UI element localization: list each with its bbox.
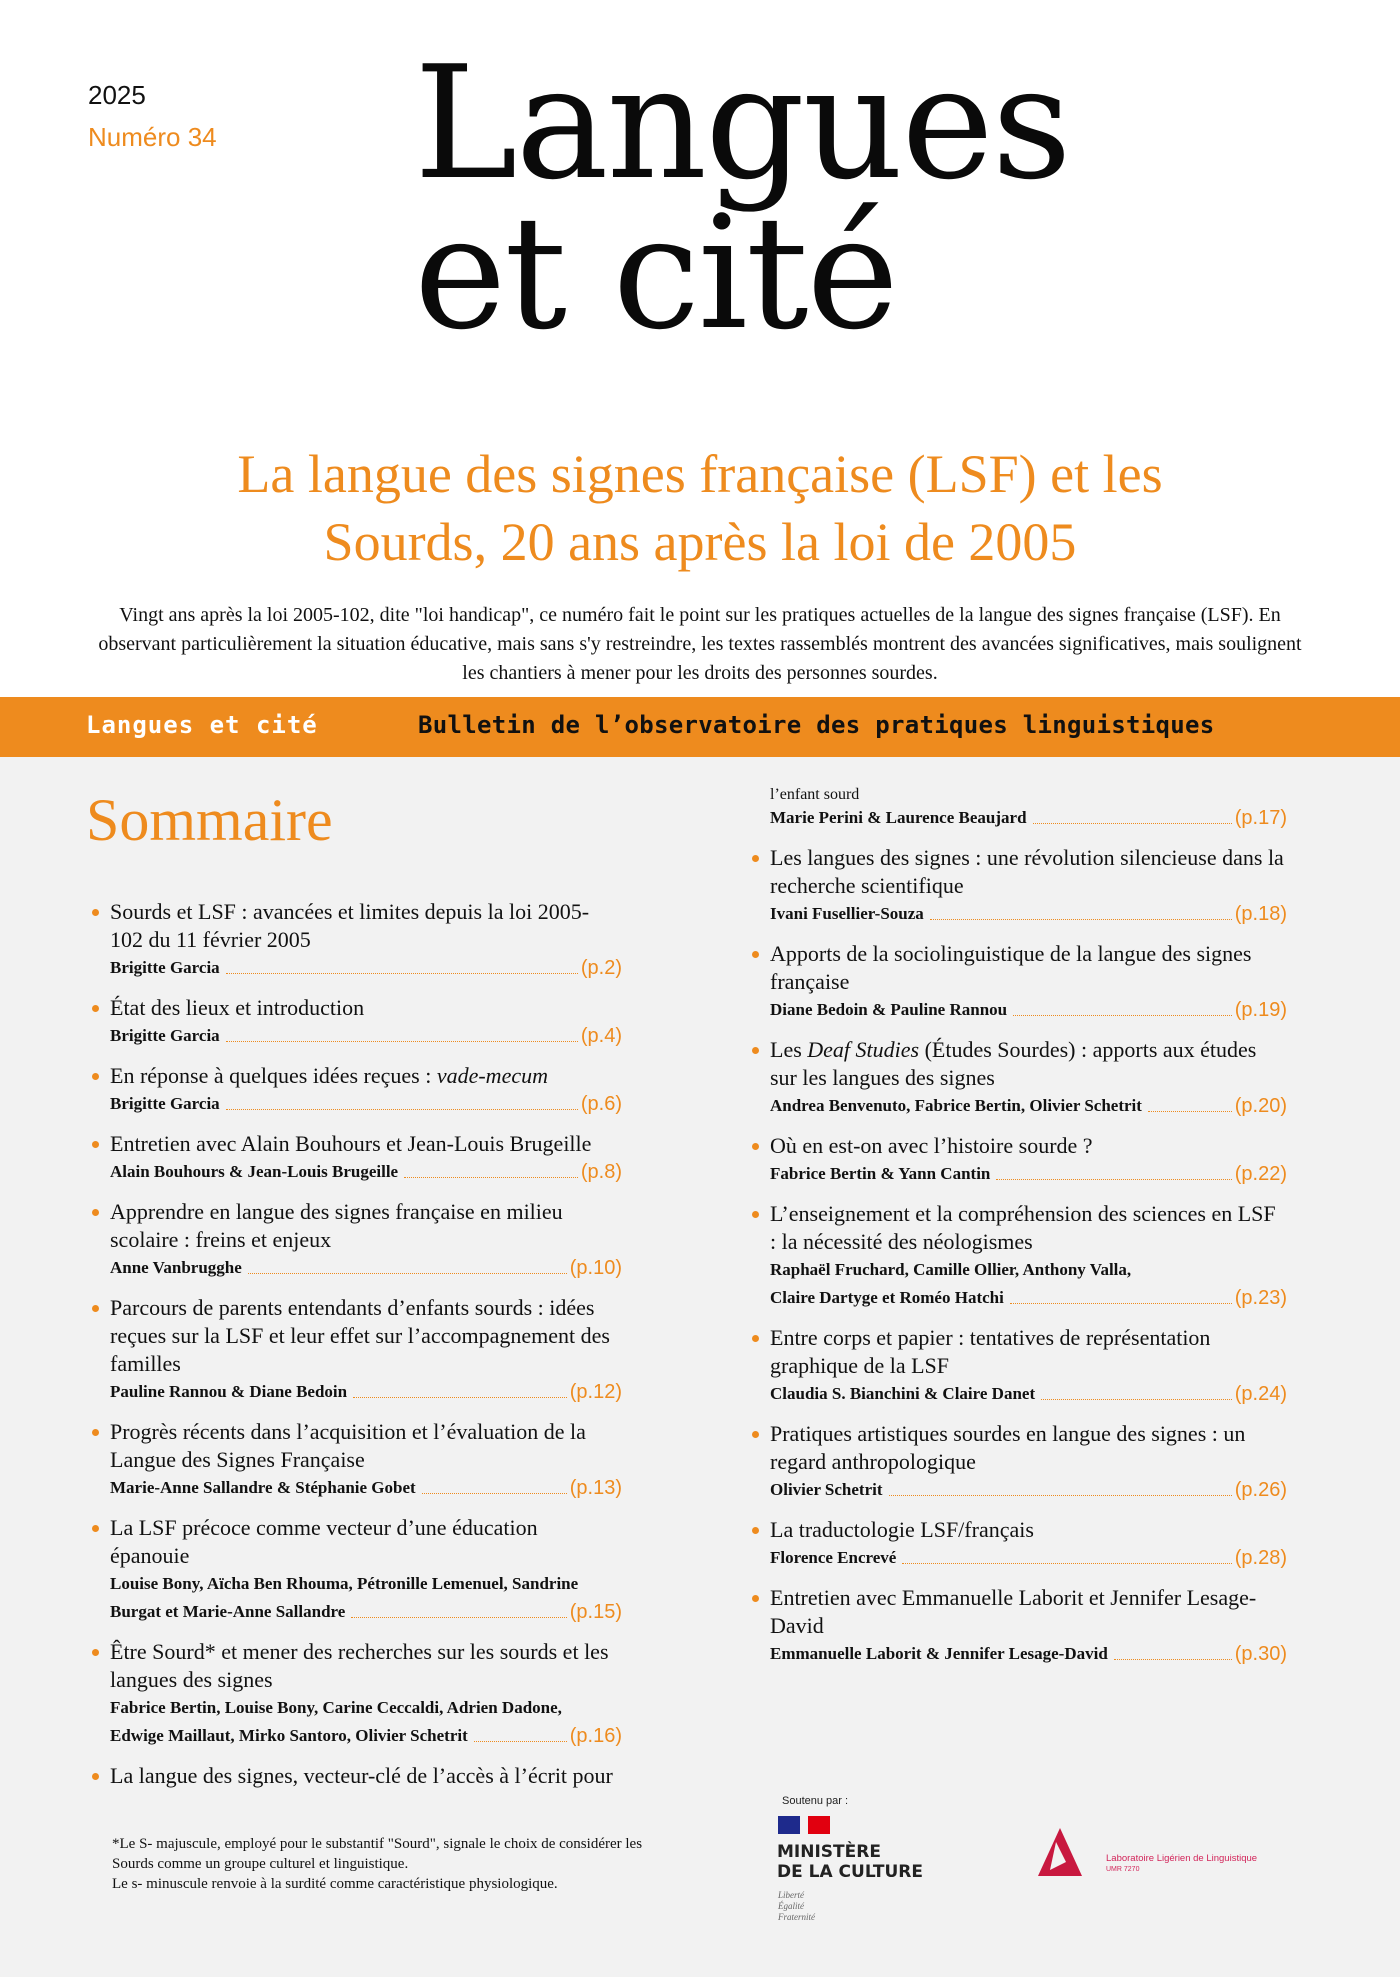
entry-title-text: L’enseignement et la compréhension des sciences en LSF : la nécessité des néologismes	[770, 1201, 1276, 1254]
entry-authors-row	[110, 1090, 622, 1118]
entry-authors: Ivani Fusellier-Souza	[770, 904, 924, 923]
entry-title-text: La traductologie LSF/français	[770, 1517, 1034, 1542]
entry-authors-row	[770, 1284, 1287, 1312]
entry-authors: Marie Perini & Laurence Beaujard	[770, 808, 1027, 827]
dot-leader	[226, 1109, 578, 1110]
entry-page-number[interactable]: (p.23)	[1234, 1287, 1287, 1309]
entry-page-number[interactable]: (p.17)	[1234, 807, 1287, 829]
dot-leader	[226, 973, 578, 974]
entry-title	[110, 898, 622, 954]
entry-title-text: Progrès récents dans l’acquisition et l’évaluation de la Langue des Signes Française	[110, 1419, 586, 1472]
dot-leader	[248, 1273, 567, 1274]
dot-leader	[930, 919, 1232, 920]
entry-authors: Alain Bouhours & Jean-Louis Brugeille	[110, 1162, 399, 1181]
bullet-icon	[752, 1047, 759, 1054]
ministry-name-line2: DE LA CULTURE	[777, 1862, 923, 1882]
entry-page-number[interactable]: (p.16)	[569, 1725, 622, 1747]
entry-title-text: Entretien avec Emmanuelle Laborit et Jennifer Lesage-David	[770, 1585, 1257, 1638]
entry-authors: Fabrice Bertin & Yann Cantin	[770, 1164, 991, 1183]
contents-entry-continuation[interactable]	[752, 786, 1287, 832]
entry-authors-line	[110, 1570, 622, 1598]
journal-title-line2: et cité	[414, 182, 897, 364]
contents-entry[interactable]	[92, 1130, 622, 1186]
entry-title-text: Parcours de parents entendants d’enfants sourds : idées reçues sur la LSF et leur effet sur l’accompagnement des familles	[110, 1295, 610, 1376]
contents-entry[interactable]	[752, 1200, 1287, 1312]
contents-entry[interactable]	[752, 1324, 1287, 1408]
ministry-logo	[777, 1842, 923, 1882]
contents-entry[interactable]	[752, 940, 1287, 1024]
entry-title	[110, 1638, 622, 1694]
contents-entry[interactable]	[92, 1638, 622, 1750]
bullet-icon	[92, 909, 99, 916]
supported-by-label: Soutenu par :	[782, 1795, 849, 1807]
contents-entry[interactable]	[92, 1418, 622, 1502]
entry-authors-row	[770, 1380, 1287, 1408]
entry-authors-line	[110, 1694, 622, 1722]
contents-entry[interactable]	[752, 1420, 1287, 1504]
bullet-icon	[752, 1143, 759, 1150]
entry-page-number[interactable]: (p.19)	[1234, 999, 1287, 1021]
entry-title-text: La LSF précoce comme vecteur d’une éducation épanouie	[110, 1515, 538, 1568]
marianne-flag-icon	[778, 1816, 830, 1834]
entry-authors: Florence Encrevé	[770, 1548, 897, 1567]
contents-right-column	[752, 786, 1287, 1680]
entry-page-number[interactable]: (p.13)	[569, 1477, 622, 1499]
contents-entry[interactable]	[752, 844, 1287, 928]
entry-title	[770, 1584, 1287, 1640]
entry-title-text: Les langues des signes : une révolution silencieuse dans la recherche scientifique	[770, 845, 1284, 898]
entry-authors: Brigitte Garcia	[110, 958, 220, 977]
dot-leader	[351, 1617, 566, 1618]
bullet-icon	[92, 1773, 99, 1780]
banner	[0, 697, 1400, 757]
bullet-icon	[92, 1005, 99, 1012]
bullet-icon	[752, 1211, 759, 1218]
entry-authors-row	[110, 1022, 622, 1050]
entry-title	[770, 844, 1287, 900]
entry-page-number[interactable]: (p.10)	[569, 1257, 622, 1279]
entry-page-number[interactable]: (p.8)	[580, 1161, 622, 1183]
entry-title	[770, 940, 1287, 996]
entry-page-number[interactable]: (p.20)	[1234, 1095, 1287, 1117]
contents-entry[interactable]	[752, 1516, 1287, 1572]
entry-title	[110, 1294, 622, 1378]
bullet-icon	[92, 1141, 99, 1148]
entry-title-text: Pratiques artistiques sourdes en langue des signes : un regard anthropologique	[770, 1421, 1246, 1474]
dot-leader	[474, 1741, 567, 1742]
bullet-icon	[752, 1335, 759, 1342]
entry-page-number[interactable]: (p.2)	[580, 957, 622, 979]
entry-authors: Emmanuelle Laborit & Jennifer Lesage-David	[770, 1644, 1108, 1663]
entry-title	[770, 1324, 1287, 1380]
entry-title	[770, 1132, 1287, 1160]
entry-authors: Pauline Rannou & Diane Bedoin	[110, 1382, 348, 1401]
bullet-icon	[92, 1305, 99, 1312]
entry-authors-row	[770, 900, 1287, 928]
entry-title	[110, 1762, 622, 1790]
contents-entry[interactable]	[752, 1036, 1287, 1120]
entry-title	[110, 1418, 622, 1474]
entry-title-text: (Études Sourdes) : apports aux études sur les langues des signes	[770, 1037, 1257, 1090]
entry-page-number[interactable]: (p.24)	[1234, 1383, 1287, 1405]
dot-leader	[1010, 1303, 1232, 1304]
entry-title	[110, 1198, 622, 1254]
entry-authors: Burgat et Marie-Anne Sallandre	[110, 1602, 346, 1621]
entry-authors-row	[770, 1640, 1287, 1668]
entry-page-number[interactable]: (p.15)	[569, 1601, 622, 1623]
republic-motto	[778, 1890, 815, 1923]
motto-line: Liberté	[778, 1890, 804, 1900]
entry-title-text: Où en est-on avec l’histoire sourde ?	[770, 1133, 1093, 1158]
dot-leader	[422, 1493, 567, 1494]
journal-title	[414, 32, 1070, 364]
lab-name: Laboratoire Ligérien de Linguistique	[1106, 1853, 1258, 1864]
entry-title-text: Entre corps et papier : tentatives de représentation graphique de la LSF	[770, 1325, 1211, 1378]
bullet-icon	[752, 855, 759, 862]
issue-subtitle-line1: La langue des signes française (LSF) et les	[237, 444, 1163, 504]
banner-journal-name: Langues et cité	[86, 711, 318, 739]
entry-title-text: En réponse à quelques idées reçues :	[110, 1063, 437, 1088]
issue-year: 2025	[88, 80, 146, 110]
banner-tagline: Bulletin de l’observatoire des pratiques linguistiques	[418, 711, 1215, 739]
entry-authors: Brigitte Garcia	[110, 1094, 220, 1113]
footnote-line2: Le s- minuscule renvoie à la surdité comme caractéristique physiologique.	[112, 1876, 558, 1892]
entry-authors-row	[110, 1474, 622, 1502]
entry-authors: Fabrice Bertin, Louise Bony, Carine Ceccaldi, Adrien Dadone,	[110, 1698, 562, 1717]
entry-authors-row	[770, 1160, 1287, 1188]
dot-leader	[1148, 1111, 1232, 1112]
footnote-line1: *Le S- majuscule, employé pour le substantif "Sourd", signale le choix de considérer les Sourds comme un groupe culturel et linguistique.	[112, 1836, 643, 1872]
contents-entry[interactable]	[92, 994, 622, 1050]
entry-title-text: État des lieux et introduction	[110, 995, 365, 1020]
entry-title	[110, 1130, 622, 1158]
contents-entry[interactable]	[92, 1294, 622, 1406]
dot-leader	[996, 1179, 1231, 1180]
entry-page-number[interactable]: (p.18)	[1234, 903, 1287, 925]
entry-authors-row	[110, 1598, 622, 1626]
entry-title	[770, 1200, 1287, 1256]
entry-authors-row	[110, 1378, 622, 1406]
entry-authors: Louise Bony, Aïcha Ben Rhouma, Pétronille Lemenuel, Sandrine	[110, 1574, 579, 1593]
entry-page-number[interactable]: (p.22)	[1234, 1163, 1287, 1185]
dot-leader	[1114, 1659, 1232, 1660]
entry-title	[770, 1420, 1287, 1476]
entry-authors-row	[770, 804, 1287, 832]
motto-line: Égalité	[778, 1901, 804, 1911]
entry-title-text: Entretien avec Alain Bouhours et Jean-Louis Brugeille	[110, 1131, 592, 1156]
entry-title-text: La langue des signes, vecteur-clé de l’accès à l’écrit pour	[110, 1763, 613, 1788]
issue-subtitle	[0, 440, 1400, 576]
dot-leader	[1041, 1399, 1232, 1400]
entry-page-number[interactable]: (p.4)	[580, 1025, 622, 1047]
contents-left-column	[92, 898, 622, 1802]
contents-entry[interactable]	[92, 1198, 622, 1282]
contents-entry[interactable]	[92, 1762, 622, 1790]
bullet-icon	[752, 1595, 759, 1602]
entry-authors: Anne Vanbrugghe	[110, 1258, 242, 1277]
entry-title	[770, 1516, 1287, 1544]
entry-title	[110, 994, 622, 1022]
dot-leader	[889, 1495, 1232, 1496]
entry-title-text: l’enfant sourd	[770, 786, 860, 803]
contents-entry[interactable]	[752, 1132, 1287, 1188]
dot-leader	[902, 1563, 1231, 1564]
contents-entry[interactable]	[92, 898, 622, 982]
entry-authors-row	[770, 1476, 1287, 1504]
bullet-icon	[752, 1431, 759, 1438]
entry-authors-row	[110, 1722, 622, 1750]
contents-entry[interactable]	[92, 1062, 622, 1118]
journal-title-line1: Langues	[414, 32, 1070, 214]
bullet-icon	[92, 1649, 99, 1656]
dot-leader	[353, 1397, 567, 1398]
motto-line: Fraternité	[778, 1912, 815, 1922]
bullet-icon	[92, 1525, 99, 1532]
dot-leader	[226, 1041, 578, 1042]
bullet-icon	[752, 951, 759, 958]
entry-authors: Andrea Benvenuto, Fabrice Bertin, Olivier Schetrit	[770, 1096, 1142, 1115]
entry-authors: Diane Bedoin & Pauline Rannou	[770, 1000, 1008, 1019]
entry-authors: Claire Dartyge et Roméo Hatchi	[770, 1288, 1004, 1307]
bullet-icon	[92, 1209, 99, 1216]
entry-page-number[interactable]: (p.30)	[1234, 1643, 1287, 1665]
entry-title-text: Être Sourd* et mener des recherches sur les sourds et les langues des signes	[110, 1639, 609, 1692]
entry-title-text: Sourds et LSF : avancées et limites depuis la loi 2005-102 du 11 février 2005	[110, 899, 590, 952]
entry-title-italic: vade-mecum	[436, 1063, 548, 1088]
contents-heading: Sommaire	[86, 787, 333, 853]
entry-page-number[interactable]: (p.12)	[569, 1381, 622, 1403]
cover-header	[0, 0, 1400, 697]
contents-entry[interactable]	[92, 1514, 622, 1626]
intro-paragraph: Vingt ans après la loi 2005-102, dite "loi handicap", ce numéro fait le point sur les pratiques actuelles de la langue des signes française (LSF). En observant particulièrement la situation éducative, mais sans s'y restreindre, les textes rassemblés montrent des avancées significatives, mais soulignent les chantiers à mener pour les droits des personnes sourdes.	[98, 604, 1302, 684]
entry-authors: Edwige Maillaut, Mirko Santoro, Olivier Schetrit	[110, 1726, 468, 1745]
entry-title	[770, 786, 1287, 804]
entry-authors-row	[770, 996, 1287, 1024]
bullet-icon	[92, 1429, 99, 1436]
entry-authors-row	[770, 1092, 1287, 1120]
bullet-icon	[92, 1073, 99, 1080]
contents-entry[interactable]	[752, 1584, 1287, 1668]
issue-number: Numéro 34	[88, 122, 217, 152]
entry-authors: Marie-Anne Sallandre & Stéphanie Gobet	[110, 1478, 416, 1497]
entry-authors: Brigitte Garcia	[110, 1026, 220, 1045]
lab-unit: UMR 7270	[1106, 1866, 1140, 1873]
entry-authors-row	[110, 954, 622, 982]
entry-title	[770, 1036, 1287, 1092]
entry-authors: Claudia S. Bianchini & Claire Danet	[770, 1384, 1036, 1403]
entry-authors-row	[770, 1544, 1287, 1572]
entry-page-number[interactable]: (p.6)	[580, 1093, 622, 1115]
entry-authors-row	[110, 1254, 622, 1282]
bullet-icon	[752, 1527, 759, 1534]
entry-page-number[interactable]: (p.26)	[1234, 1479, 1287, 1501]
footnote	[112, 1834, 652, 1894]
entry-authors-line	[770, 1256, 1287, 1284]
dot-leader	[404, 1177, 578, 1178]
dot-leader	[1013, 1015, 1232, 1016]
entry-title-text: Apports de la sociolinguistique de la langue des signes française	[770, 941, 1252, 994]
lab-triangle-logo-icon	[1036, 1826, 1084, 1878]
entry-authors: Olivier Schetrit	[770, 1480, 883, 1499]
entry-title-italic: Deaf Studies	[807, 1037, 920, 1062]
entry-authors: Raphaël Fruchard, Camille Ollier, Anthony Valla,	[770, 1260, 1132, 1279]
dot-leader	[1033, 823, 1232, 824]
entry-title-text: Apprendre en langue des signes française en milieu scolaire : freins et enjeux	[110, 1199, 563, 1252]
entry-title	[110, 1062, 622, 1090]
entry-page-number[interactable]: (p.28)	[1234, 1547, 1287, 1569]
entry-title	[110, 1514, 622, 1570]
ministry-name-line1: MINISTÈRE	[777, 1842, 881, 1862]
issue-subtitle-line2: Sourds, 20 ans après la loi de 2005	[323, 512, 1077, 572]
entry-title-prefix: Les	[770, 1037, 808, 1062]
entry-authors-row	[110, 1158, 622, 1186]
